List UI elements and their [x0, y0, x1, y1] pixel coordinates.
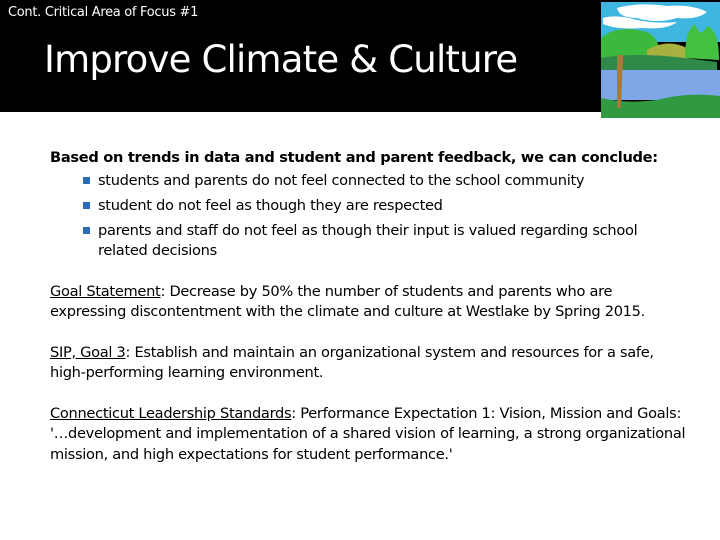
square-bullet-icon [83, 177, 90, 184]
conclusion-lead: Based on trends in data and student and parent feedback, we can conclude: [50, 149, 658, 166]
square-bullet-icon [83, 202, 90, 209]
list-item: parents and staff do not feel as though their input is valued regarding school related decisions [50, 221, 690, 262]
slide-title: Improve Climate & Culture [44, 38, 518, 81]
goal-statement: Goal Statement: Decrease by 50% the number of students and parents who are expressing discontentment with the climate and culture at Westlake by Spring 2015. [50, 282, 645, 320]
ct-leadership-standards: Connecticut Leadership Standards: Performance Expectation 1: Vision, Mission and Goals: '…development and implementation of a shared vision of learning, a strong organizational mission, and high expectations for student performance.' [50, 404, 686, 463]
slide-subtitle: Cont. Critical Area of Focus #1 [8, 5, 199, 20]
list-item: student do not feel as though they are respected [50, 196, 690, 217]
list-item: students and parents do not feel connected to the school community [50, 171, 690, 192]
sip-goal: SIP, Goal 3: Establish and maintain an organizational system and resources for a safe, high-performing learning environment. [50, 343, 654, 381]
title-bar [0, 0, 598, 112]
square-bullet-icon [83, 227, 90, 234]
landscape-lake-trees-icon [597, 0, 720, 118]
conclusion-list [50, 171, 690, 262]
slide-body [50, 148, 690, 465]
